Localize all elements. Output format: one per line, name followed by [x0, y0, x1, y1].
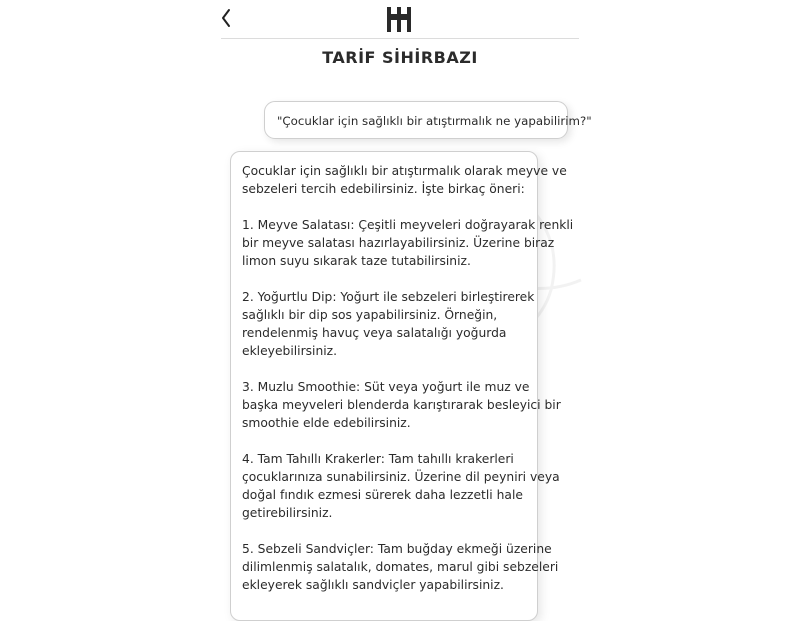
back-button[interactable] [221, 8, 237, 28]
castle-logo-icon [384, 5, 414, 33]
paragraph-spacer [242, 432, 527, 450]
paragraph-spacer [242, 360, 527, 378]
message-line: sağlıklı bir dip sos yapabilirsiniz. Örneğin, [242, 308, 498, 322]
paragraph-spacer [242, 270, 527, 288]
message-line: ekleyebilirsiniz. [242, 344, 338, 358]
page-title: TARİF SİHİRBAZI [322, 48, 478, 67]
message-line: dilimlenmiş salatalık, domates, marul gibi sebzeleri [242, 560, 559, 574]
message-line: getirebilirsiniz. [242, 506, 333, 520]
message-line: rendelenmiş havuç veya salatalığı yoğurda [242, 326, 507, 340]
user-message-bubble: "Çocuklar için sağlıklı bir atıştırmalık ne yapabilirim?" [264, 101, 568, 139]
message-line: smoothie elde edebilirsiniz. [242, 416, 411, 430]
assistant-message-text [242, 162, 574, 594]
message-line: çocuklarınıza sunabilirsiniz. Üzerine dil peyniri veya [242, 470, 560, 484]
message-line: 2. Yoğurtlu Dip: Yoğurt ile sebzeleri birleştirerek [242, 290, 535, 304]
message-line: 4. Tam Tahıllı Krakerler: Tam tahıllı krakerleri [242, 452, 514, 466]
paragraph-spacer [242, 198, 527, 216]
assistant-message-bubble [230, 151, 574, 621]
message-line: doğal fındık ezmesi sürerek daha lezzetli hale [242, 488, 523, 502]
message-line: sebzeleri tercih edebilirsiniz. İşte birkaç öneri: [242, 182, 525, 196]
message-line: 1. Meyve Salatası: Çeşitli meyveleri doğrayarak renkli [242, 218, 574, 232]
chevron-left-icon [221, 8, 237, 28]
message-line: 5. Sebzeli Sandviçler: Tam buğday ekmeği üzerine [242, 542, 552, 556]
message-line: Çocuklar için sağlıklı bir atıştırmalık olarak meyve ve [242, 164, 567, 178]
message-line: ekleyerek sağlıklı sandviçler yapabilirsiniz. [242, 578, 504, 592]
app-screen [221, 0, 592, 600]
message-line: bir meyve salatası hazırlayabilirsiniz. Üzerine biraz [242, 236, 555, 250]
message-line: 3. Muzlu Smoothie: Süt veya yoğurt ile muz ve [242, 380, 530, 394]
message-line: limon suyu sıkarak taze tutabilirsiniz. [242, 254, 471, 268]
message-line: başka meyveleri blenderda karıştırarak besleyici bir [242, 398, 561, 412]
top-bar [221, 0, 579, 39]
paragraph-spacer [242, 522, 527, 540]
